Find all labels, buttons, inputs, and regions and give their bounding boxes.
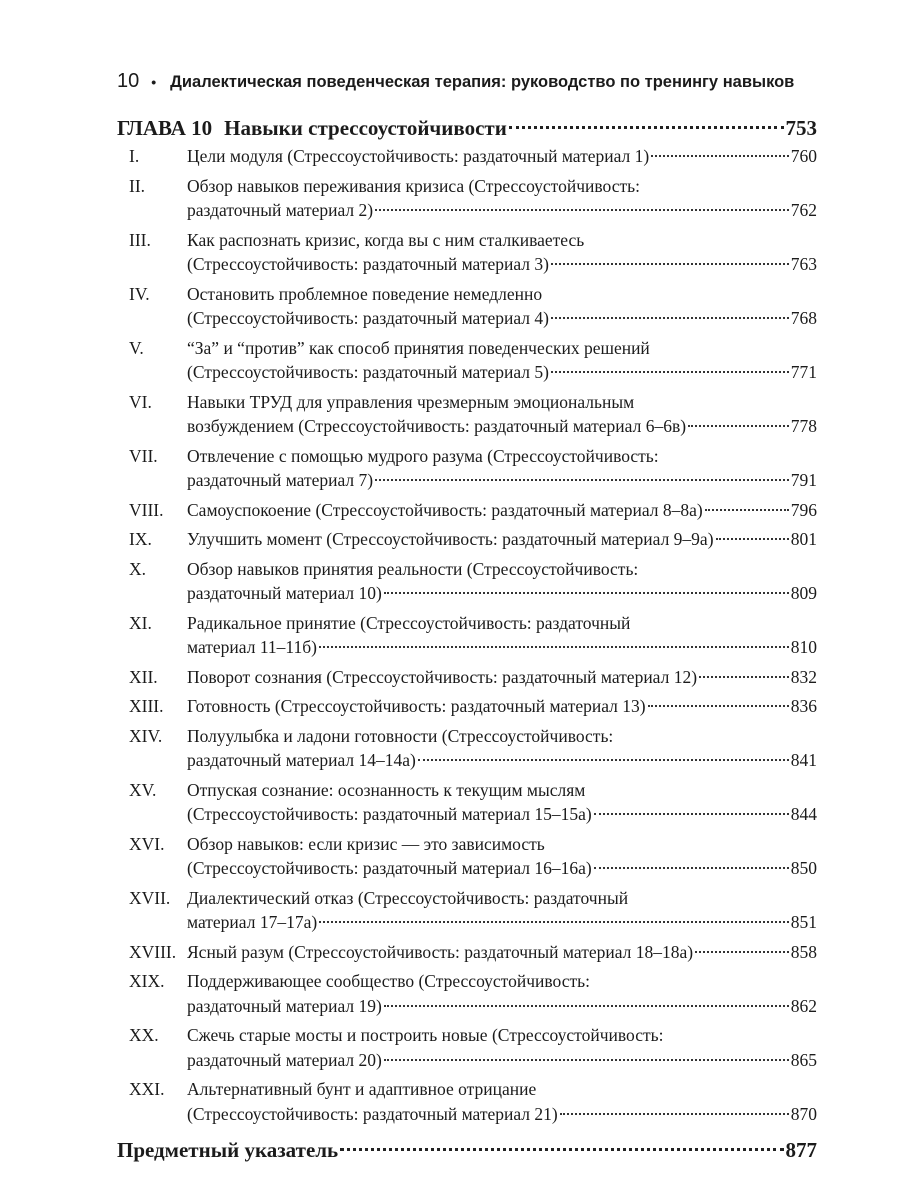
- entry-text: (Стрессоустойчивость: раздаточный материал 4): [187, 308, 549, 328]
- entry-line: [187, 994, 817, 1019]
- toc-entry[interactable]: [117, 498, 817, 523]
- toc-entry[interactable]: [117, 336, 817, 385]
- entry-body: [187, 144, 817, 169]
- toc-entry[interactable]: [117, 778, 817, 827]
- entry-line: [187, 940, 817, 965]
- entry-number: XI.: [129, 612, 152, 633]
- index-heading[interactable]: [117, 1136, 817, 1164]
- entry-body: [187, 694, 817, 719]
- entry-line: [187, 832, 817, 857]
- entry-text: раздаточный материал 19): [187, 995, 382, 1016]
- dot-leader: [695, 951, 789, 953]
- entry-text: Поворот сознания (Стрессоустойчивость: раздаточный материал 12): [187, 666, 698, 687]
- index-title: Предметный указатель: [117, 1138, 339, 1162]
- dot-leader: [594, 813, 789, 815]
- dot-leader: [551, 263, 789, 265]
- dot-leader: [560, 1113, 789, 1115]
- entry-body: [187, 832, 817, 881]
- running-head: [117, 70, 817, 98]
- dot-leader: [551, 317, 789, 319]
- entry-line: [187, 306, 817, 331]
- dot-leader: [375, 479, 789, 481]
- entry-body: [187, 228, 817, 277]
- entry-page: 858: [790, 941, 817, 962]
- toc-entry[interactable]: [117, 611, 817, 660]
- entry-number: XVIII.: [129, 941, 177, 962]
- entry-line: [187, 527, 817, 552]
- entry-text: Радикальное принятие (Стрессоустойчивость: раздаточный: [187, 612, 631, 633]
- dot-leader: [651, 155, 789, 157]
- entry-body: [187, 969, 817, 1018]
- entry-text: Как распознать кризис, когда вы с ним сталкиваетесь: [187, 229, 585, 250]
- entry-line: [187, 198, 817, 223]
- entry-text: раздаточный материал 7): [187, 470, 374, 490]
- entry-body: [187, 282, 817, 331]
- dot-leader: [319, 646, 789, 648]
- toc-entry[interactable]: [117, 228, 817, 277]
- dot-leader: [384, 592, 789, 594]
- toc-entry[interactable]: [117, 724, 817, 773]
- entry-number: XVII.: [129, 887, 171, 908]
- entry-text: раздаточный материал 14–14а): [187, 750, 416, 770]
- toc-entry-list: [117, 144, 817, 1126]
- entry-number: II.: [129, 175, 146, 196]
- entry-line: [187, 581, 817, 606]
- toc-entry[interactable]: [117, 1077, 817, 1126]
- dot-leader: [384, 1059, 789, 1061]
- entry-number: IX.: [129, 529, 152, 549]
- entry-line: [187, 252, 817, 277]
- entry-number: VI.: [129, 391, 152, 412]
- entry-number: XIX.: [129, 971, 165, 991]
- entry-line: [187, 414, 817, 439]
- toc-entry[interactable]: [117, 832, 817, 881]
- dot-leader: [418, 759, 789, 761]
- entry-line: [187, 1077, 817, 1102]
- entry-body: [187, 665, 817, 690]
- entry-body: [187, 390, 817, 439]
- entry-text: Навыки ТРУД для управления чрезмерным эмоциональным: [187, 391, 635, 412]
- entry-line: [187, 144, 817, 169]
- entry-line: [187, 886, 817, 911]
- entry-text: Сжечь старые мосты и построить новые (Стрессоустойчивость:: [187, 1025, 664, 1045]
- entry-text: Диалектический отказ (Стрессоустойчивость: раздаточный: [187, 887, 629, 908]
- entry-body: [187, 940, 817, 965]
- dot-leader: [716, 538, 789, 540]
- entry-number: III.: [129, 229, 151, 250]
- entry-text: Обзор навыков принятия реальности (Стрессоустойчивость:: [187, 558, 639, 579]
- entry-line: [187, 1102, 817, 1127]
- page-number: 10: [117, 70, 140, 92]
- entry-line: [187, 174, 817, 199]
- entry-body: [187, 336, 817, 385]
- entry-number: I.: [129, 146, 140, 166]
- dot-leader: [594, 867, 789, 869]
- entry-line: [187, 910, 817, 935]
- entry-page: 865: [790, 1049, 817, 1070]
- entry-text: материал 11–11б): [187, 637, 318, 657]
- toc-entry[interactable]: [117, 665, 817, 690]
- entry-line: [187, 557, 817, 582]
- entry-text: Улучшить момент (Стрессоустойчивость: раздаточный материал 9–9а): [187, 529, 714, 549]
- entry-page: 841: [790, 750, 817, 770]
- entry-number: XVI.: [129, 833, 165, 854]
- toc-entry[interactable]: [117, 886, 817, 935]
- toc-entry[interactable]: [117, 969, 817, 1018]
- toc-entry[interactable]: [117, 1023, 817, 1072]
- dot-leader: [375, 209, 789, 211]
- entry-line: [187, 724, 817, 749]
- entry-number: XIII.: [129, 696, 164, 716]
- entry-page: 836: [790, 696, 817, 716]
- toc-entry[interactable]: [117, 144, 817, 169]
- entry-page: 801: [790, 529, 817, 549]
- entry-number: XXI.: [129, 1079, 165, 1099]
- entry-body: [187, 498, 817, 523]
- dot-leader: [705, 509, 789, 511]
- entry-number: XIV.: [129, 725, 163, 746]
- entry-line: [187, 360, 817, 385]
- entry-number: XX.: [129, 1025, 159, 1045]
- entry-line: [187, 969, 817, 994]
- entry-text: Остановить проблемное поведение немедленно: [187, 283, 543, 304]
- entry-body: [187, 724, 817, 773]
- entry-page: 844: [790, 804, 817, 824]
- entry-line: [187, 802, 817, 827]
- entry-text: Готовность (Стрессоустойчивость: раздаточный материал 13): [187, 696, 646, 716]
- entry-text: материал 17–17а): [187, 912, 318, 932]
- entry-text: Цели модуля (Стрессоустойчивость: раздаточный материал 1): [187, 146, 650, 166]
- toc-entry[interactable]: [117, 390, 817, 439]
- dot-leader: [648, 705, 789, 707]
- toc-entry[interactable]: [117, 444, 817, 493]
- entry-page: 778: [790, 416, 817, 436]
- dot-leader: [699, 676, 789, 678]
- entry-number: V.: [129, 337, 144, 358]
- toc-entry[interactable]: [117, 174, 817, 223]
- toc-page: [117, 70, 817, 1164]
- entry-number: XV.: [129, 779, 157, 800]
- entry-line: [187, 468, 817, 493]
- entry-line: [187, 1023, 817, 1048]
- entry-page: 862: [790, 995, 817, 1016]
- entry-line: [187, 228, 817, 253]
- entry-text: Обзор навыков переживания кризиса (Стрессоустойчивость:: [187, 175, 640, 196]
- entry-page: 809: [790, 583, 817, 603]
- entry-body: [187, 557, 817, 606]
- entry-text: (Стрессоустойчивость: раздаточный материал 5): [187, 362, 549, 382]
- entry-body: [187, 174, 817, 223]
- entry-body: [187, 444, 817, 493]
- dot-leader: [384, 1005, 789, 1007]
- dot-leader: [319, 921, 789, 923]
- entry-number: XII.: [129, 666, 158, 687]
- entry-page: 763: [790, 254, 817, 274]
- chapter-label: ГЛАВА 10: [117, 116, 213, 140]
- entry-page: 851: [790, 912, 817, 932]
- toc-entry[interactable]: [117, 527, 817, 552]
- entry-text: (Стрессоустойчивость: раздаточный материал 21): [187, 1103, 558, 1124]
- entry-line: [187, 498, 817, 523]
- entry-page: 760: [790, 146, 817, 166]
- entry-line: [187, 336, 817, 361]
- entry-line: [187, 665, 817, 690]
- entry-text: Самоуспокоение (Стрессоустойчивость: раздаточный материал 8–8а): [187, 499, 703, 520]
- entry-text: возбуждением (Стрессоустойчивость: раздаточный материал 6–6в): [187, 416, 687, 436]
- book-title: Диалектическая поведенческая терапия: руководство по тренингу навыков: [170, 73, 795, 91]
- dot-leader: [340, 1148, 783, 1151]
- entry-line: [187, 694, 817, 719]
- entry-text: Альтернативный бунт и адаптивное отрицание: [187, 1079, 537, 1099]
- bullet-separator: •: [151, 74, 157, 90]
- toc-entry[interactable]: [117, 557, 817, 606]
- entry-text: “За” и “против” как способ принятия поведенческих решений: [187, 337, 650, 358]
- entry-page: 791: [790, 470, 817, 490]
- entry-body: [187, 886, 817, 935]
- chapter-title: Навыки стрессоустойчивости: [224, 116, 507, 140]
- entry-line: [187, 635, 817, 660]
- entry-text: Ясный разум (Стрессоустойчивость: раздаточный материал 18–18а): [187, 941, 694, 962]
- entry-page: 762: [790, 200, 817, 220]
- entry-page: 832: [790, 666, 817, 687]
- chapter-page: 753: [785, 116, 817, 140]
- toc-entry[interactable]: [117, 694, 817, 719]
- entry-number: IV.: [129, 283, 150, 304]
- entry-line: [187, 390, 817, 415]
- index-page: 877: [785, 1138, 817, 1162]
- entry-page: 768: [790, 308, 817, 328]
- entry-line: [187, 1048, 817, 1073]
- entry-body: [187, 527, 817, 552]
- entry-page: 796: [790, 499, 817, 520]
- entry-text: Отвлечение с помощью мудрого разума (Стрессоустойчивость:: [187, 445, 659, 466]
- toc-entry[interactable]: [117, 940, 817, 965]
- entry-text: (Стрессоустойчивость: раздаточный материал 3): [187, 254, 549, 274]
- entry-text: Полуулыбка и ладони готовности (Стрессоустойчивость:: [187, 725, 614, 746]
- dot-leader: [509, 126, 784, 129]
- entry-text: Поддерживающее сообщество (Стрессоустойчивость:: [187, 971, 590, 991]
- entry-text: раздаточный материал 20): [187, 1049, 382, 1070]
- entry-body: [187, 1077, 817, 1126]
- entry-body: [187, 611, 817, 660]
- chapter-heading[interactable]: [117, 114, 817, 142]
- entry-body: [187, 778, 817, 827]
- entry-number: VII.: [129, 445, 158, 466]
- entry-text: раздаточный материал 2): [187, 200, 374, 220]
- entry-text: (Стрессоустойчивость: раздаточный материал 15–15а): [187, 804, 592, 824]
- entry-line: [187, 282, 817, 307]
- dot-leader: [688, 425, 789, 427]
- entry-line: [187, 778, 817, 803]
- entry-line: [187, 611, 817, 636]
- entry-line: [187, 444, 817, 469]
- entry-text: раздаточный материал 10): [187, 583, 382, 603]
- entry-text: Обзор навыков: если кризис — это зависимость: [187, 833, 545, 854]
- entry-page: 810: [790, 637, 817, 657]
- entry-line: [187, 856, 817, 881]
- entry-page: 870: [790, 1103, 817, 1124]
- dot-leader: [551, 371, 789, 373]
- entry-body: [187, 1023, 817, 1072]
- entry-number: VIII.: [129, 499, 164, 520]
- entry-number: X.: [129, 558, 147, 579]
- entry-text: Отпуская сознание: осознанность к текущим мыслям: [187, 779, 586, 800]
- toc-entry[interactable]: [117, 282, 817, 331]
- entry-page: 850: [790, 858, 817, 878]
- entry-page: 771: [790, 362, 817, 382]
- entry-line: [187, 748, 817, 773]
- entry-text: (Стрессоустойчивость: раздаточный материал 16–16а): [187, 858, 592, 878]
